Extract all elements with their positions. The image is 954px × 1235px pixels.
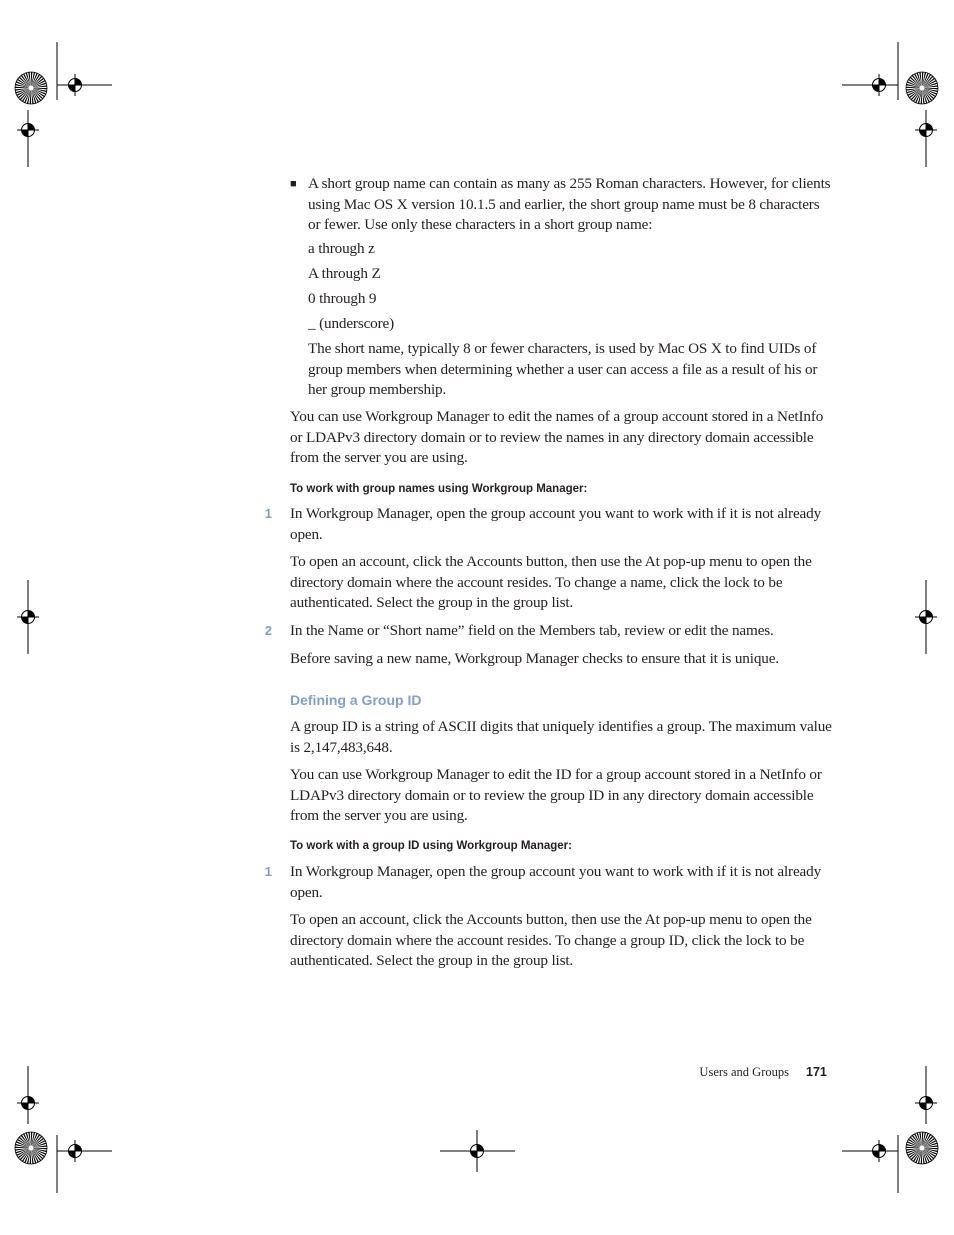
names-task-title: To work with group names using Workgroup Manager: xyxy=(290,483,588,495)
section-heading: Defining a Group ID xyxy=(290,692,422,708)
gid-definition-paragraph: A group ID is a string of ASCII digits that uniquely identifies a group. The maximum value is 2,147,483,648. xyxy=(290,718,832,756)
gid-task-title: To work with a group ID using Workgroup Manager: xyxy=(290,840,572,852)
char-range-digits: 0 through 9 xyxy=(308,290,377,307)
bullet-text: A short group name can contain as many as 255 Roman characters. However, for clients using Mac OS X version 10.1.5 and earlier, the short group name must be 8 characters or fewer. Use only these characters in a short group name: xyxy=(308,175,831,233)
step-detail: To open an account, click the Accounts button, then use the At pop-up menu to open the directory domain where the account resides. To change a name, click the lock to be authenticated. Select the group in the group list. xyxy=(290,553,812,611)
footer-chapter-title: Users and Groups xyxy=(699,1065,789,1079)
char-range-uppercase: A through Z xyxy=(308,265,381,282)
names-intro-paragraph: You can use Workgroup Manager to edit the names of a group account stored in a NetInfo or LDAPv3 directory domain or to review the names in any directory domain accessible from the server you are using. xyxy=(290,408,824,466)
step-number: 1 xyxy=(264,864,272,879)
char-range-lowercase: a through z xyxy=(308,240,375,257)
step-number: 1 xyxy=(264,506,272,521)
short-name-note: The short name, typically 8 or fewer characters, is used by Mac OS X to find UIDs of group members when determining whether a user can access a file as a result of his or her group membership. xyxy=(308,340,818,398)
step-detail: To open an account, click the Accounts button, then use the At pop-up menu to open the directory domain where the account resides. To change a group ID, click the lock to be authenticated. Select the group in the group list. xyxy=(290,911,812,969)
step-text: In Workgroup Manager, open the group account you want to work with if it is not already open. xyxy=(290,863,822,901)
step-text: In Workgroup Manager, open the group account you want to work with if it is not already open. xyxy=(290,505,822,543)
step-number: 2 xyxy=(264,623,272,638)
step-detail: Before saving a new name, Workgroup Manager checks to ensure that it is unique. xyxy=(290,650,779,667)
gid-intro-paragraph: You can use Workgroup Manager to edit the ID for a group account stored in a NetInfo or LDAPv3 directory domain or to review the group ID in any directory domain accessible from the server you are using. xyxy=(290,766,822,824)
char-range-underscore: _ (underscore) xyxy=(308,315,395,332)
bullet-marker: ■ xyxy=(290,178,297,190)
page-number: 171 xyxy=(806,1065,827,1079)
step-text: In the Name or “Short name” field on the Members tab, review or edit the names. xyxy=(290,622,774,639)
